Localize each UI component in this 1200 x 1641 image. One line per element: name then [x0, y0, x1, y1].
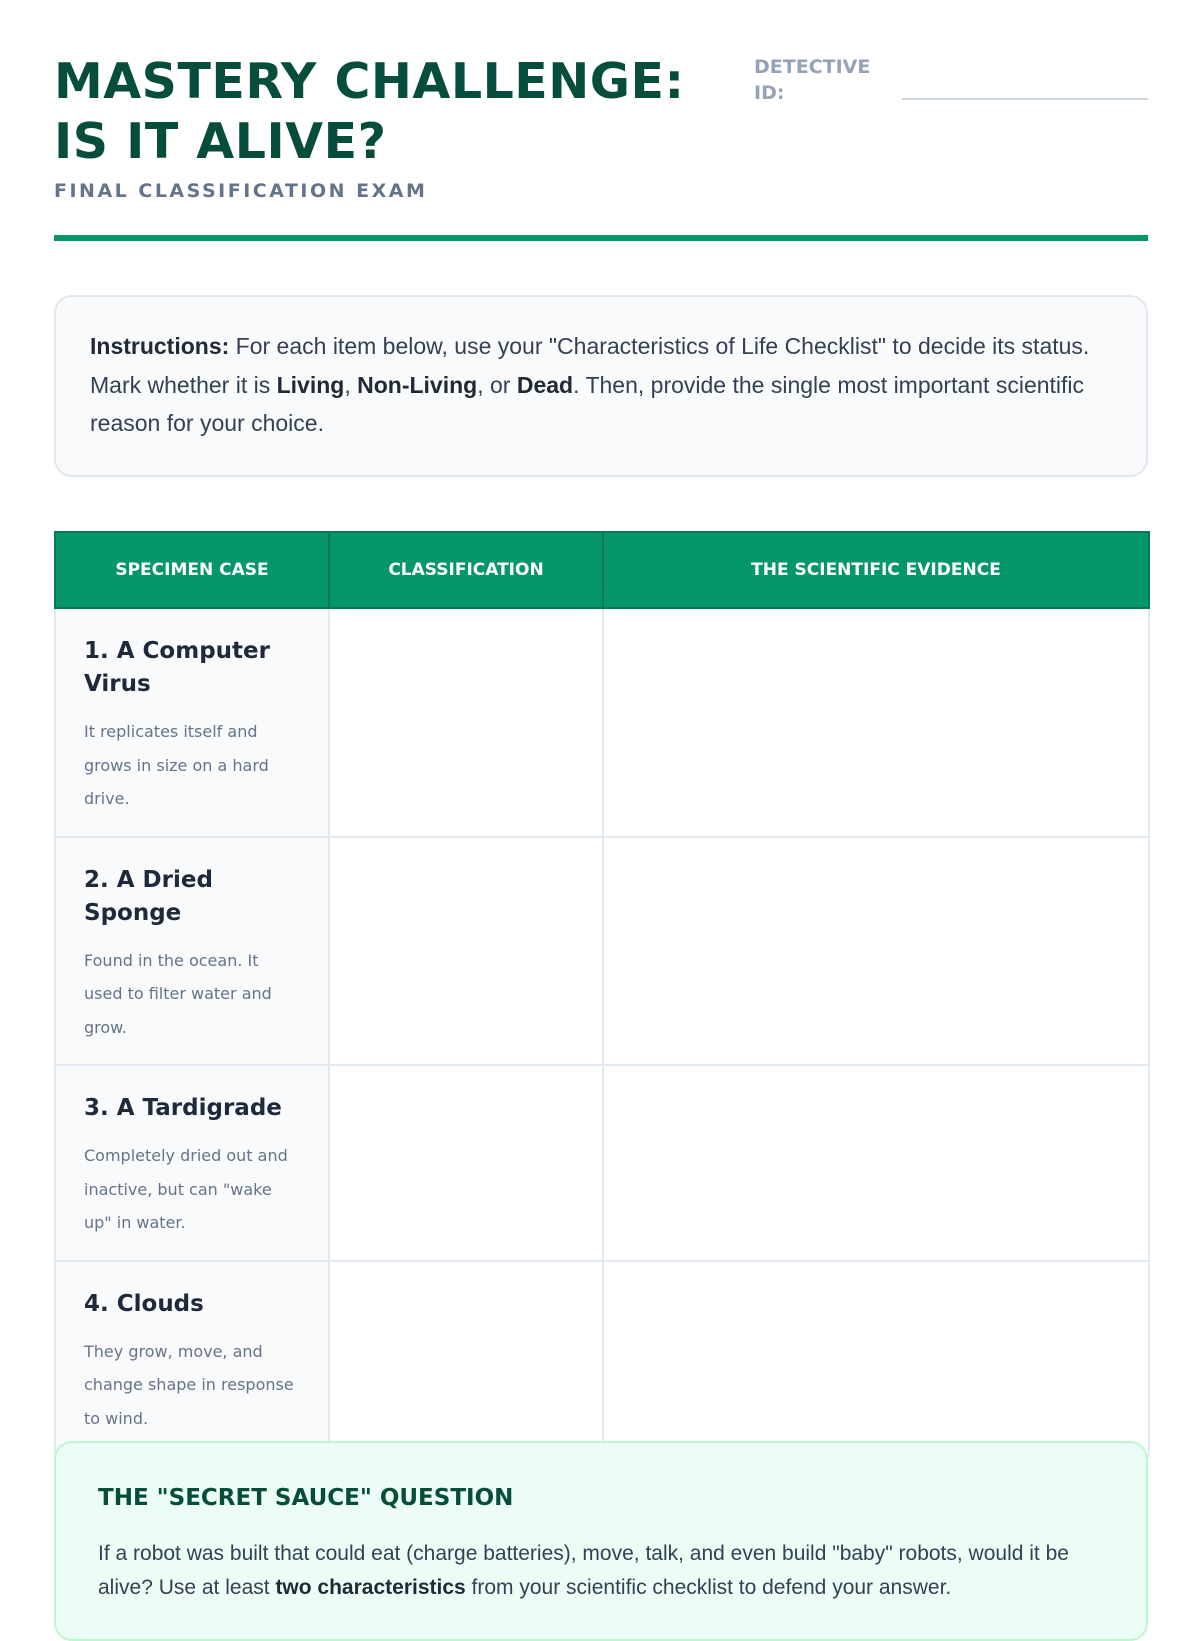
- specimen-description: Found in the ocean. It used to filter water and grow.: [84, 950, 272, 1037]
- instructions-box: [54, 295, 1148, 477]
- column-header-classification: CLASSIFICATION: [329, 532, 603, 608]
- specimen-title: 3. A Tardigrade: [84, 1095, 282, 1121]
- instructions-text-1: For each item below, use your "Characteristics of Life Checklist" to decide its status. Mark whether it is: [90, 333, 1090, 398]
- secret-sauce-emphasis: two characteristics: [275, 1576, 466, 1599]
- classification-answer-cell[interactable]: [329, 837, 603, 1066]
- specimen-description: They grow, move, and change shape in response to wind.: [84, 1341, 294, 1428]
- classification-answer-cell[interactable]: [329, 608, 603, 837]
- table-header-row: [55, 532, 1149, 608]
- specimen-title: 2. A Dried Sponge: [84, 866, 213, 926]
- worksheet-header: [54, 0, 1148, 242]
- specimen-cell: [55, 1065, 329, 1261]
- detective-id-field[interactable]: [902, 98, 1148, 100]
- secret-sauce-box: [54, 1441, 1148, 1641]
- table-row: [55, 1065, 1149, 1261]
- worksheet-page: [54, 0, 1148, 1599]
- page-title: MASTERY CHALLENGE: IS IT ALIVE?: [54, 53, 685, 170]
- header-divider: [54, 235, 1148, 241]
- specimen-cell: [55, 1261, 329, 1457]
- secret-sauce-title: THE "SECRET SAUCE" QUESTION: [98, 1485, 514, 1511]
- specimen-description: Completely dried out and inactive, but can "wake up" in water.: [84, 1146, 288, 1232]
- specimen-cell: [55, 837, 329, 1066]
- column-header-evidence: THE SCIENTIFIC EVIDENCE: [603, 532, 1149, 608]
- evidence-table: [54, 531, 1150, 1457]
- option-dead: Dead: [516, 371, 574, 398]
- table-row: [55, 1261, 1149, 1457]
- column-header-specimen: SPECIMEN CASE: [55, 532, 329, 608]
- evidence-answer-cell[interactable]: [603, 837, 1149, 1066]
- instructions-text-2: . Then, provide the single most important scientific reason for your choice.: [90, 371, 1085, 436]
- classification-answer-cell[interactable]: [329, 1261, 603, 1457]
- page-subtitle: FINAL CLASSIFICATION EXAM: [54, 180, 428, 202]
- evidence-answer-cell[interactable]: [603, 1065, 1149, 1261]
- secret-sauce-text-1: If a robot was built that could eat (charge batteries), move, talk, and even build "baby" robots, would it be alive? Use at least: [98, 1542, 1069, 1599]
- option-living: Living: [276, 371, 345, 398]
- option-non-living: Non-Living: [357, 371, 478, 398]
- secret-sauce-text-2: from your scientific checklist to defend your answer.: [465, 1576, 952, 1599]
- evidence-answer-cell[interactable]: [603, 608, 1149, 837]
- table-row: [55, 608, 1149, 837]
- instructions-sep-2: , or: [477, 371, 517, 398]
- instructions-sep-1: ,: [344, 371, 358, 398]
- specimen-title: 1. A Computer Virus: [84, 638, 270, 697]
- classification-answer-cell[interactable]: [329, 1065, 603, 1261]
- table-row: [55, 837, 1149, 1066]
- specimen-cell: [55, 608, 329, 837]
- secret-sauce-question: [98, 1537, 1104, 1605]
- specimen-title: 4. Clouds: [84, 1290, 204, 1317]
- detective-id-label: DETECTIVE ID:: [754, 56, 871, 104]
- evidence-answer-cell[interactable]: [603, 1261, 1149, 1457]
- specimen-description: It replicates itself and grows in size on a hard drive.: [84, 722, 269, 808]
- instructions-lead: Instructions:: [90, 333, 230, 359]
